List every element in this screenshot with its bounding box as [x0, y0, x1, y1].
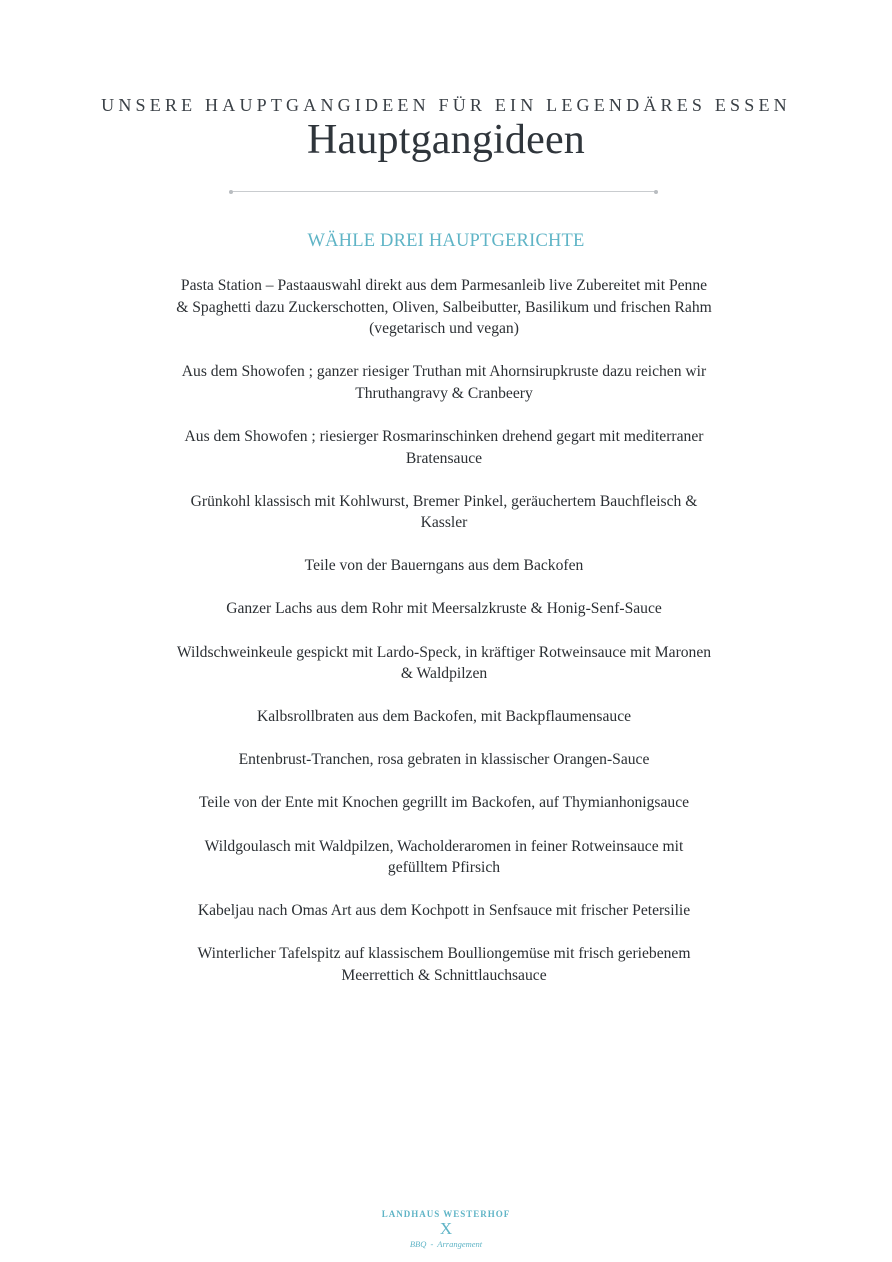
- dish-item: Winterlicher Tafelspitz auf klassischem Boulliongemüse mit frisch geriebenem Meerrettich & Schnittlauchsauce: [197, 945, 691, 984]
- dish-item: Teile von der Bauerngans aus dem Backofen: [304, 557, 584, 575]
- dish-item: Aus dem Showofen ; ganzer riesiger Truthan mit Ahornsirupkruste dazu reichen wir Thruthangravy & Cranbeery: [181, 363, 707, 402]
- dish-item: Teile von der Ente mit Knochen gegrillt im Backofen, auf Thymianhonigsauce: [198, 794, 690, 812]
- page-title: Hauptgangideen: [306, 117, 586, 163]
- dish-item: Entenbrust-Tranchen, rosa gebraten in klassischer Orangen-Sauce: [238, 751, 650, 769]
- dish-item: Kabeljau nach Omas Art aus dem Kochpott in Senfsauce mit frischer Petersilie: [197, 902, 691, 920]
- page-kicker: UNSERE HAUPTGANGIDEEN FÜR EIN LEGENDÄRES ESSEN: [101, 95, 791, 115]
- dish-item: Ganzer Lachs aus dem Rohr mit Meersalzkruste & Honig-Senf-Sauce: [226, 600, 662, 618]
- title-divider: [231, 191, 656, 192]
- dish-item: Kalbsrollbraten aus dem Backofen, mit Backpflaumensauce: [256, 708, 632, 726]
- footer-mark: X: [439, 1219, 453, 1238]
- footer-subtitle: BBQ - Arrangement: [409, 1239, 483, 1249]
- footer-logo: [0, 1208, 892, 1250]
- dish-item: Wildschweinkeule gespickt mit Lardo-Speck, in kräftiger Rotweinsauce mit Maronen & Waldpilzen: [176, 643, 712, 683]
- footer-brand: LANDHAUS WESTERHOF: [381, 1209, 511, 1219]
- section-heading: WÄHLE DREI HAUPTGERICHTE: [307, 231, 585, 251]
- dish-list: [176, 275, 712, 1008]
- dish-item: Grünkohl klassisch mit Kohlwurst, Bremer Pinkel, geräuchertem Bauchfleisch & Kassler: [190, 492, 698, 532]
- dish-item: Aus dem Showofen ; riesierger Rosmarinschinken drehend gegart mit mediterraner Bratensauce: [184, 427, 704, 467]
- dish-item: Pasta Station – Pastaauswahl direkt aus dem Parmesanleib live Zubereitet mit Penne & Spaghetti dazu Zuckerschotten, Oliven, Salbeibutter, Basilikum und frischen Rahm (vegetarisch und vegan): [176, 277, 712, 338]
- dish-item: Wildgoulasch mit Waldpilzen, Wacholderaromen in feiner Rotweinsauce mit gefülltem Pfirsich: [204, 837, 684, 877]
